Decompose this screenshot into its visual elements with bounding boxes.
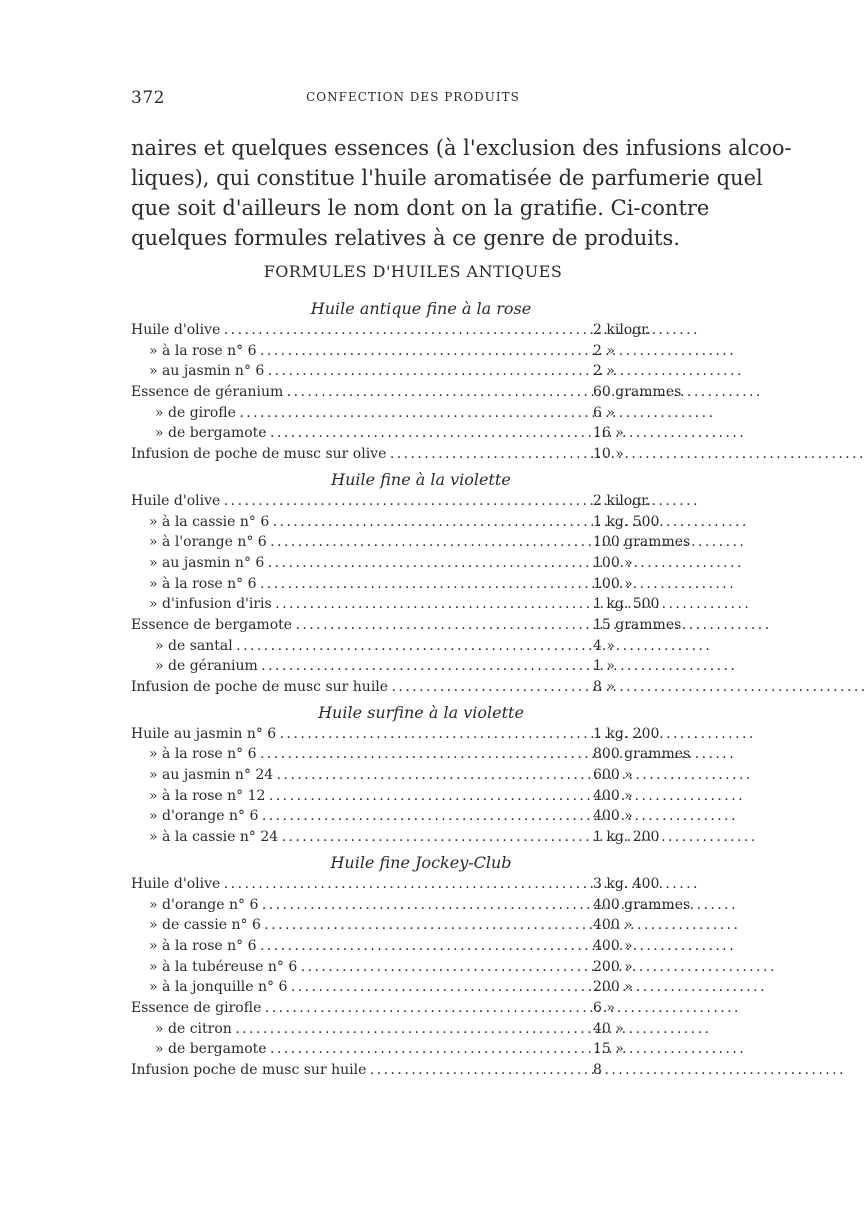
ingredient-row: [131, 656, 691, 677]
ingredient-name: » à la cassie n° 24 . . .: [149, 827, 573, 848]
ingredient-row: [131, 998, 691, 1019]
ingredient-quantity: 1 kg. 500: [593, 596, 660, 613]
ingredient-quantity: 1 kg. 200: [593, 829, 660, 846]
ingredient-quantity: 100 »: [593, 575, 633, 592]
ingredient-name: Essence de bergamote . . .: [131, 615, 573, 636]
ingredient-name: Essence de géranium . . .: [131, 382, 573, 403]
ingredient-name: Infusion de poche de musc sur huile . . .: [131, 677, 573, 698]
ingredient-quantity: 400 grammes: [593, 896, 691, 913]
ingredient-row: [131, 553, 691, 574]
ingredient-quantity: 400 »: [593, 808, 633, 825]
intro-paragraph: [131, 133, 792, 253]
ingredient-row: [131, 1060, 691, 1081]
ingredient-quantity: 2 »: [593, 363, 615, 380]
ingredient-row: [131, 1019, 691, 1040]
ingredient-row: [131, 361, 691, 382]
ingredient-quantity: 400 »: [593, 787, 633, 804]
ingredient-name: » à la rose n° 6 . . .: [149, 341, 573, 362]
ingredient-name: » à la rose n° 12 . . .: [149, 786, 573, 807]
ingredient-row: [131, 915, 691, 936]
ingredient-row: [131, 403, 691, 424]
ingredient-row: [131, 594, 691, 615]
ingredient-name: » au jasmin n° 24 . . .: [149, 765, 573, 786]
ingredient-name: Essence de girofle . . .: [131, 998, 573, 1019]
ingredient-name: » au jasmin n° 6 . . .: [149, 361, 573, 382]
intro-line: quelques formules relatives à ce genre de produits.: [131, 226, 680, 250]
ingredient-name: Infusion de poche de musc sur olive . . .: [131, 444, 573, 465]
ingredient-name: » d'orange n° 6 . . .: [149, 895, 573, 916]
recipe-title: Huile fine à la violette: [331, 469, 511, 489]
ingredient-quantity: 600 »: [593, 767, 633, 784]
ingredient-row: [131, 677, 691, 698]
ingredient-quantity: 100 »: [593, 554, 633, 571]
ingredient-row: [131, 382, 691, 403]
ingredient-row: [131, 341, 691, 362]
ingredient-name: » à la tubéreuse n° 6 . . .: [149, 957, 573, 978]
ingredient-quantity: 2 kilogr.: [593, 322, 651, 338]
ingredient-name: » à la rose n° 6 . . .: [149, 574, 573, 595]
ingredient-name: » de girofle . . .: [155, 403, 573, 424]
ingredient-quantity: 200 »: [593, 958, 633, 975]
ingredient-quantity: 15 grammes: [593, 616, 682, 633]
ingredient-row: [131, 977, 691, 998]
recipe-title: Huile antique fine à la rose: [310, 299, 532, 318]
ingredient-row: [131, 895, 691, 916]
ingredient-name: » d'infusion d'iris . . .: [149, 594, 573, 615]
ingredient-quantity: 6 »: [593, 999, 615, 1016]
ingredient-name: » de citron . . .: [155, 1019, 573, 1040]
ingredient-name: Infusion poche de musc sur huile . . .: [131, 1060, 573, 1081]
ingredient-row: [131, 491, 691, 512]
ingredient-name: » à la rose n° 6 . . .: [149, 936, 573, 957]
ingredient-name: » à la cassie n° 6 . . .: [149, 512, 573, 533]
ingredient-quantity: 8: [593, 1062, 602, 1078]
ingredient-quantity: 1 kg. 500: [593, 513, 660, 530]
ingredient-quantity: 16 »: [593, 425, 624, 442]
ingredient-row: [131, 532, 691, 553]
ingredient-row: [131, 765, 691, 786]
ingredient-name: » de bergamote . . .: [155, 423, 573, 444]
ingredient-quantity: 800 grammes: [593, 746, 691, 763]
ingredient-row: [131, 936, 691, 957]
ingredient-quantity: 1 »: [593, 658, 615, 675]
ingredient-quantity: 2 kilogr.: [593, 492, 651, 509]
ingredient-name: » à l'orange n° 6 . . .: [149, 532, 573, 553]
recipe-title: Huile surfine à la violette: [318, 702, 524, 722]
ingredient-name: » d'orange n° 6 . . .: [149, 806, 573, 827]
ingredient-row: [131, 786, 691, 807]
intro-line: que soit d'ailleurs le nom dont on la gratifie. Ci-contre: [131, 196, 710, 220]
recipe-block: [131, 298, 691, 465]
running-head: [131, 88, 695, 110]
ingredient-name: » à la jonquille n° 6 . . .: [149, 977, 573, 998]
ingredient-quantity: 8 »: [593, 679, 615, 695]
ingredient-name: » de bergamote . . .: [155, 1039, 573, 1060]
ingredient-quantity: 400 »: [593, 937, 633, 954]
ingredient-name: Huile d'olive . . .: [131, 491, 573, 512]
recipe-block: [131, 469, 691, 698]
ingredient-row: [131, 957, 691, 978]
ingredient-row: [131, 574, 691, 595]
ingredient-row: [131, 1039, 691, 1060]
section-title: FORMULES D'HUILES ANTIQUES: [263, 262, 563, 281]
ingredient-row: [131, 724, 691, 745]
ingredient-row: [131, 874, 691, 895]
recipe-block: [131, 702, 691, 848]
recipe-list: [131, 298, 691, 1085]
running-title: CONFECTION DES PRODUITS: [306, 90, 520, 104]
ingredient-quantity: 2 »: [593, 342, 615, 359]
ingredient-name: » de cassie n° 6 . . .: [149, 915, 573, 936]
ingredient-name: » de santal . . .: [155, 636, 573, 657]
ingredient-quantity: 3 kg. 400: [593, 875, 660, 892]
ingredient-quantity: 60 grammes: [593, 384, 682, 401]
recipe-block: [131, 852, 691, 1081]
ingredient-quantity: 10 »: [593, 446, 624, 463]
ingredient-name: » au jasmin n° 6 . . .: [149, 553, 573, 574]
ingredient-row: [131, 744, 691, 765]
ingredient-name: Huile d'olive . . .: [131, 320, 573, 341]
ingredient-quantity: 40 »: [593, 1020, 624, 1037]
ingredient-name: » à la rose n° 6 . . .: [149, 744, 573, 765]
ingredient-quantity: 6 »: [593, 404, 615, 421]
ingredient-quantity: 4 »: [593, 637, 615, 654]
ingredient-quantity: 100 grammes: [593, 534, 691, 551]
ingredient-quantity: 1 kg. 200: [593, 725, 660, 742]
ingredient-name: » de géranium . . .: [155, 656, 573, 677]
ingredient-row: [131, 512, 691, 533]
intro-line: naires et quelques essences (à l'exclusion des infusions alcoo-: [131, 136, 792, 160]
ingredient-row: [131, 636, 691, 657]
intro-line: liques), qui constitue l'huile aromatisée de parfumerie quel: [131, 166, 763, 190]
recipe-title: Huile fine Jockey-Club: [330, 852, 512, 872]
ingredient-name: Huile d'olive . . .: [131, 874, 573, 895]
ingredient-row: [131, 615, 691, 636]
ingredient-quantity: 400 »: [593, 917, 633, 934]
page-number: 372: [131, 88, 165, 108]
ingredient-quantity: 200 »: [593, 979, 633, 996]
ingredient-name: Huile au jasmin n° 6 . . .: [131, 724, 573, 745]
ingredient-row: [131, 320, 691, 341]
ingredient-row: [131, 423, 691, 444]
ingredient-row: [131, 827, 691, 848]
ingredient-row: [131, 444, 691, 465]
ingredient-quantity: 15 »: [593, 1041, 624, 1058]
ingredient-row: [131, 806, 691, 827]
